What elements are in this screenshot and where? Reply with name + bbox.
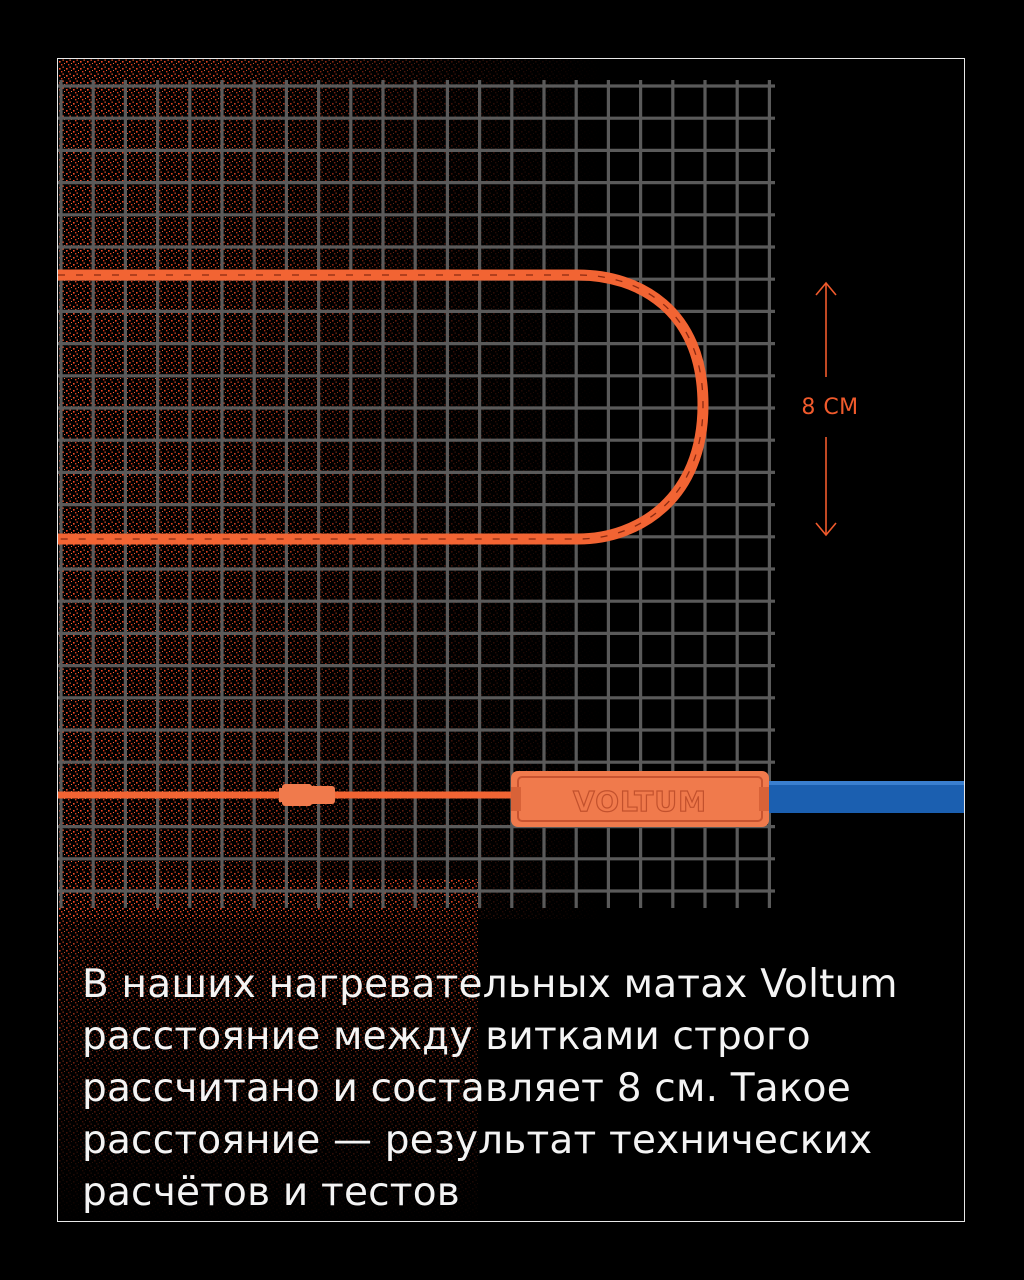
- cable-coupling: [279, 784, 335, 806]
- power-cord: [769, 781, 965, 813]
- connector-brand-text: VOLTUM: [573, 785, 707, 818]
- caption-text: В наших нагревательных матах Voltum расстояние между витками строго рассчитано и составляет 8 см. Такое расстояние — результат технических расчётов и тестов: [82, 962, 898, 1215]
- image-frame: [57, 58, 965, 1222]
- voltum-connector: [511, 771, 769, 827]
- dimension-label: 8 СМ: [801, 395, 859, 420]
